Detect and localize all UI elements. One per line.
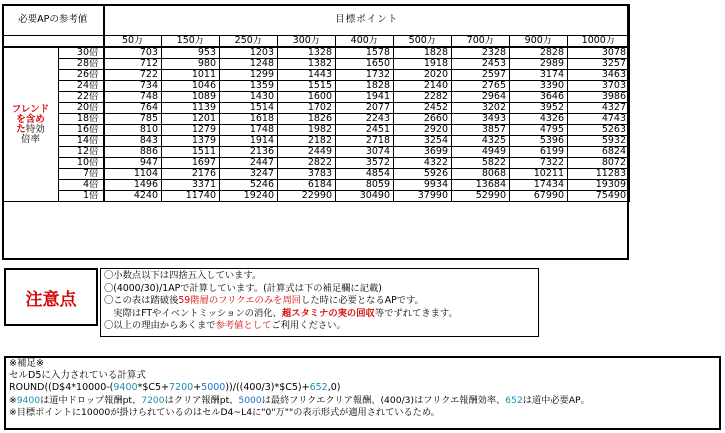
value-cell: 7322 [510, 158, 568, 169]
value-cell: 6199 [510, 147, 568, 158]
multiplier-cell: 26倍 [59, 70, 104, 81]
value-cell: 1248 [220, 59, 278, 70]
multiplier-cell: 24倍 [59, 81, 104, 92]
supplement-line-5: ※目標ポイントに10000が掛けられているのはセルD4~L4に"0"万""の表示形式が適用されているため。 [9, 406, 440, 418]
multiplier-cell: 16倍 [59, 125, 104, 136]
value-cell: 67990 [510, 191, 568, 202]
value-cell: 1828 [394, 47, 452, 59]
multiplier-cell: 18倍 [59, 114, 104, 125]
value-cell: 1139 [162, 103, 220, 114]
value-cell: 9934 [394, 180, 452, 191]
value-cell: 1011 [162, 70, 220, 81]
value-cell: 980 [162, 59, 220, 70]
value-cell: 4949 [452, 147, 510, 158]
value-cell: 712 [104, 59, 162, 70]
table-row [3, 92, 630, 103]
value-cell: 3078 [568, 47, 630, 59]
value-cell: 5396 [510, 136, 568, 147]
header-blank [3, 36, 104, 48]
table-row [3, 59, 630, 70]
value-cell: 3257 [568, 59, 630, 70]
value-cell: 953 [162, 47, 220, 59]
value-cell: 1328 [278, 47, 336, 59]
value-cell: 2136 [220, 147, 278, 158]
value-cell: 764 [104, 103, 162, 114]
value-cell: 2964 [452, 92, 510, 103]
column-header: 900万 [510, 36, 568, 48]
value-cell: 3254 [394, 136, 452, 147]
reference-label: 必要APの参考値 [3, 5, 104, 36]
value-cell: 1941 [336, 92, 394, 103]
column-header: 700万 [452, 36, 510, 48]
value-cell: 19309 [568, 180, 630, 191]
note-line-2: 〇(4000/30)/1APで計算しています。(計算式は下の補足欄に記載) [104, 282, 382, 294]
table-row [3, 136, 630, 147]
value-cell: 3699 [394, 147, 452, 158]
multiplier-cell: 1倍 [59, 191, 104, 202]
value-cell: 3390 [510, 81, 568, 92]
value-cell: 17434 [510, 180, 568, 191]
notes-body [100, 268, 539, 337]
value-cell: 1443 [278, 70, 336, 81]
value-cell: 6824 [568, 147, 630, 158]
note-highlight-stamina: 超スタミナの実の回収 [281, 307, 375, 319]
note-line-1: 〇小数点以下は四捨五入しています。 [104, 270, 262, 281]
value-cell: 4325 [452, 136, 510, 147]
notes-label: 注意点 [4, 268, 98, 326]
value-cell: 19240 [220, 191, 278, 202]
value-cell: 37990 [394, 191, 452, 202]
column-header: 400万 [336, 36, 394, 48]
value-cell: 1982 [278, 125, 336, 136]
value-cell: 1600 [278, 92, 336, 103]
value-cell: 1279 [162, 125, 220, 136]
value-cell: 1826 [278, 114, 336, 125]
value-cell: 3074 [336, 147, 394, 158]
value-cell: 1430 [220, 92, 278, 103]
value-cell: 11283 [568, 169, 630, 180]
table-row [3, 47, 630, 59]
multiplier-cell: 30倍 [59, 47, 104, 59]
value-cell: 2182 [278, 136, 336, 147]
value-cell: 52990 [452, 191, 510, 202]
value-cell: 1748 [220, 125, 278, 136]
table-row [3, 125, 630, 136]
value-cell: 3493 [452, 114, 510, 125]
value-cell: 748 [104, 92, 162, 103]
value-cell: 30490 [336, 191, 394, 202]
value-cell: 2597 [452, 70, 510, 81]
value-cell: 1732 [336, 70, 394, 81]
value-cell: 5822 [452, 158, 510, 169]
value-cell: 1299 [220, 70, 278, 81]
table-row [3, 103, 630, 114]
value-cell: 3371 [162, 180, 220, 191]
value-cell: 3986 [568, 92, 630, 103]
value-cell: 3783 [278, 169, 336, 180]
value-cell: 3463 [568, 70, 630, 81]
value-cell: 2765 [452, 81, 510, 92]
formula-explanation: ※9400は道中ドロップ報酬pt、7200はクリア報酬pt、5000は最終フリクエクリア報酬、(400/3)はフリクエ報酬効率、652は道中必要AP。 [9, 394, 590, 406]
value-cell: 1697 [162, 158, 220, 169]
value-cell: 1650 [336, 59, 394, 70]
value-cell: 785 [104, 114, 162, 125]
value-cell: 5263 [568, 125, 630, 136]
multiplier-side-label: フレンド を含め た特効 倍率 [3, 47, 59, 202]
value-cell: 4743 [568, 114, 630, 125]
supplement-line-2: セルD5に入力されている計算式 [9, 370, 146, 382]
value-cell: 2176 [162, 169, 220, 180]
value-cell: 4326 [510, 114, 568, 125]
value-cell: 5246 [220, 180, 278, 191]
value-cell: 2920 [394, 125, 452, 136]
value-cell: 2828 [510, 47, 568, 59]
column-header: 150万 [162, 36, 220, 48]
supplement-line-1: ※補足※ [9, 358, 44, 369]
value-cell: 1618 [220, 114, 278, 125]
value-cell: 1828 [336, 81, 394, 92]
value-cell: 8068 [452, 169, 510, 180]
supplement-box [4, 356, 721, 430]
value-cell: 886 [104, 147, 162, 158]
column-header: 1000万 [568, 36, 630, 48]
multiplier-cell: 14倍 [59, 136, 104, 147]
column-header: 500万 [394, 36, 452, 48]
note-line-4: 実際はFTやイベントミッションの消化、超スタミナの実の回収等でずれてきます。 [104, 307, 458, 319]
value-cell: 3174 [510, 70, 568, 81]
multiplier-cell: 22倍 [59, 92, 104, 103]
value-cell: 5932 [568, 136, 630, 147]
value-cell: 10211 [510, 169, 568, 180]
value-cell: 947 [104, 158, 162, 169]
value-cell: 1382 [278, 59, 336, 70]
multiplier-cell: 10倍 [59, 158, 104, 169]
table-row [3, 158, 630, 169]
value-cell: 3646 [510, 92, 568, 103]
value-cell: 1089 [162, 92, 220, 103]
value-cell: 4322 [394, 158, 452, 169]
value-cell: 2243 [336, 114, 394, 125]
value-cell: 2453 [452, 59, 510, 70]
value-cell: 1201 [162, 114, 220, 125]
value-cell: 734 [104, 81, 162, 92]
value-cell: 2020 [394, 70, 452, 81]
value-cell: 2140 [394, 81, 452, 92]
value-cell: 5926 [394, 169, 452, 180]
table-row [3, 114, 630, 125]
value-cell: 13684 [452, 180, 510, 191]
multiplier-cell: 28倍 [59, 59, 104, 70]
value-cell: 22990 [278, 191, 336, 202]
value-cell: 1702 [278, 103, 336, 114]
table-row [3, 81, 630, 92]
value-cell: 2328 [452, 47, 510, 59]
value-cell: 4854 [336, 169, 394, 180]
value-cell: 2660 [394, 114, 452, 125]
value-cell: 2449 [278, 147, 336, 158]
value-cell: 11740 [162, 191, 220, 202]
value-cell: 3857 [452, 125, 510, 136]
value-cell: 1515 [278, 81, 336, 92]
table-row [3, 70, 630, 81]
table-row [3, 180, 630, 191]
value-cell: 1359 [220, 81, 278, 92]
value-cell: 2718 [336, 136, 394, 147]
value-cell: 1496 [104, 180, 162, 191]
value-cell: 1046 [162, 81, 220, 92]
value-cell: 3703 [568, 81, 630, 92]
value-cell: 8072 [568, 158, 630, 169]
value-cell: 843 [104, 136, 162, 147]
value-cell: 1914 [220, 136, 278, 147]
value-cell: 2282 [394, 92, 452, 103]
table-row [3, 147, 630, 158]
value-cell: 1918 [394, 59, 452, 70]
value-cell: 75490 [568, 191, 630, 202]
multiplier-cell: 7倍 [59, 169, 104, 180]
value-cell: 2452 [394, 103, 452, 114]
value-cell: 703 [104, 47, 162, 59]
formula-line: ROUND((D$4*10000-(9400*$C5+7200+5000))/((400/3)*$C5)+652,0) [9, 382, 341, 394]
multiplier-cell: 4倍 [59, 180, 104, 191]
note-line-3: 〇この表は踏破後59階層のフリクエのみを周回した時に必要となるAPです。 [104, 295, 424, 307]
value-cell: 2989 [510, 59, 568, 70]
column-header: 50万 [104, 36, 162, 48]
value-cell: 1578 [336, 47, 394, 59]
value-cell: 1203 [220, 47, 278, 59]
value-cell: 1379 [162, 136, 220, 147]
value-cell: 8059 [336, 180, 394, 191]
value-cell: 722 [104, 70, 162, 81]
value-cell: 4327 [568, 103, 630, 114]
note-highlight-reference: 参考値として [215, 320, 272, 332]
table-row [3, 191, 630, 202]
table-row [3, 169, 630, 180]
ap-reference-table [2, 4, 630, 202]
multiplier-cell: 20倍 [59, 103, 104, 114]
value-cell: 3952 [510, 103, 568, 114]
value-cell: 2077 [336, 103, 394, 114]
note-highlight-floor: 59階層のフリクエのみを周回 [178, 295, 302, 307]
value-cell: 3572 [336, 158, 394, 169]
value-cell: 4240 [104, 191, 162, 202]
value-cell: 6184 [278, 180, 336, 191]
value-cell: 3247 [220, 169, 278, 180]
column-header: 300万 [278, 36, 336, 48]
value-cell: 2451 [336, 125, 394, 136]
value-cell: 810 [104, 125, 162, 136]
value-cell: 1514 [220, 103, 278, 114]
value-cell: 3202 [452, 103, 510, 114]
column-header: 250万 [220, 36, 278, 48]
value-cell: 2822 [278, 158, 336, 169]
value-cell: 1104 [104, 169, 162, 180]
value-cell: 1511 [162, 147, 220, 158]
value-cell: 2447 [220, 158, 278, 169]
note-line-5: 〇以上の理由からあくまで参考値としてご利用ください。 [104, 320, 346, 332]
multiplier-cell: 12倍 [59, 147, 104, 158]
value-cell: 4795 [510, 125, 568, 136]
target-points-title: 目標ポイント [104, 5, 630, 36]
